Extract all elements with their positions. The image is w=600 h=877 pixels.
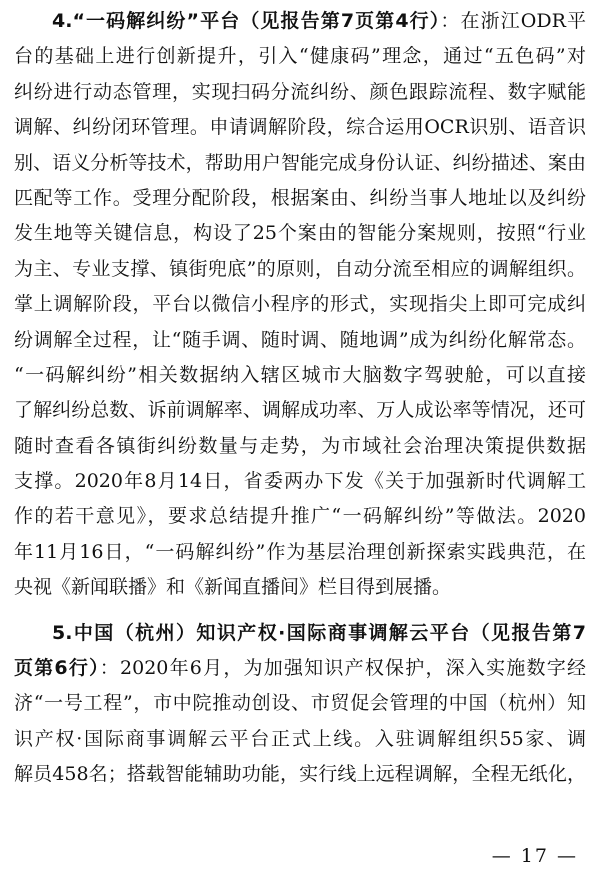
line-text: 台的基础上进行创新提升，引入“健康码”理念，通过“五色码”对 — [14, 45, 586, 68]
line-text: 为主、专业支撑、镇街兜底”的原则，自动分流至相应的调解组织。 — [14, 257, 586, 280]
line-text: 识产权·国际商事调解云平台正式上线。入驻调解组织55家、调 — [14, 727, 586, 750]
line-text: 支撑。2020年8月14日，省委两办下发《关于加强新时代调解工 — [14, 470, 586, 493]
text-line — [14, 110, 586, 145]
text-line — [14, 4, 586, 39]
line-text: 年11月16日，“一码解纠纷”作为基层治理创新探索实践典范，在 — [14, 540, 586, 563]
text-line — [14, 39, 586, 74]
line-text: 央视《新闻联播》和《新闻直播间》栏目得到展播。 — [14, 576, 452, 599]
line-text: 纷调解全过程，让“随手调、随时调、随地调”成为纠纷化解常态。 — [14, 328, 586, 351]
line-text: 别、语义分析等技术，帮助用户智能完成身份认证、纠纷描述、案由 — [14, 151, 586, 174]
section-4 — [14, 4, 586, 606]
section-heading: 5.中国（杭州）知识产权·国际商事调解云平台（见报告第7 — [52, 621, 586, 644]
text-line — [14, 252, 586, 287]
document-page — [14, 4, 586, 793]
line-text: 随时查看各镇街纠纷数量与走势，为市域社会治理决策提供数据 — [14, 434, 586, 457]
text-line — [14, 287, 586, 322]
text-line — [14, 75, 586, 110]
line-text: 掌上调解阶段，平台以微信小程序的形式，实现指尖上即可完成纠 — [14, 293, 586, 316]
section-gap — [14, 606, 586, 616]
text-line — [14, 146, 586, 181]
text-line — [14, 216, 586, 251]
text-line — [14, 651, 586, 686]
text-line — [14, 323, 586, 358]
text-line — [14, 429, 586, 464]
section-heading-continued: 页第6行） — [14, 657, 100, 680]
line-text: ：2020年6月，为加强知识产权保护，深入实施数字经 — [99, 657, 586, 680]
line-text: 纠纷进行动态管理，实现扫码分流纠纷、颜色跟踪流程、数字赋能 — [14, 80, 586, 103]
text-line — [14, 616, 586, 651]
line-text: 了解纠纷总数、诉前调解率、调解成功率、万人成讼率等情况，还可 — [14, 399, 586, 422]
line-text: 济“一号工程”，市中院推动创设、市贸促会管理的中国（杭州）知 — [14, 692, 586, 715]
line-text: 作的若干意见》，要求总结提升推广“一码解纠纷”等做法。2020 — [14, 505, 586, 528]
line-text: 解员458名；搭载智能辅助功能，实行线上远程调解，全程无纸化， — [14, 763, 586, 786]
text-line — [14, 570, 586, 605]
line-text: 调解、纠纷闭环管理。申请调解阶段，综合运用OCR识别、语音识 — [14, 116, 586, 139]
text-line — [14, 686, 586, 721]
line-text: “一码解纠纷”相关数据纳入辖区城市大脑数字驾驶舱，可以直接 — [14, 363, 586, 386]
text-line — [14, 181, 586, 216]
text-line — [14, 757, 586, 792]
text-line — [14, 393, 586, 428]
section-5 — [14, 616, 586, 793]
text-line — [14, 464, 586, 499]
line-text: ：在浙江ODR平 — [440, 10, 586, 32]
page-number: — 17 — — [491, 845, 578, 867]
text-line — [14, 358, 586, 393]
line-text: 匹配等工作。受理分配阶段，根据案由、纠纷当事人地址以及纠纷 — [14, 186, 586, 209]
text-line — [14, 535, 586, 570]
text-line — [14, 499, 586, 534]
line-text: 发生地等关键信息，构设了25个案由的智能分案规则，按照“行业 — [14, 222, 586, 245]
text-line — [14, 722, 586, 757]
section-heading: 4.“一码解纠纷”平台（见报告第7页第4行） — [52, 10, 441, 32]
